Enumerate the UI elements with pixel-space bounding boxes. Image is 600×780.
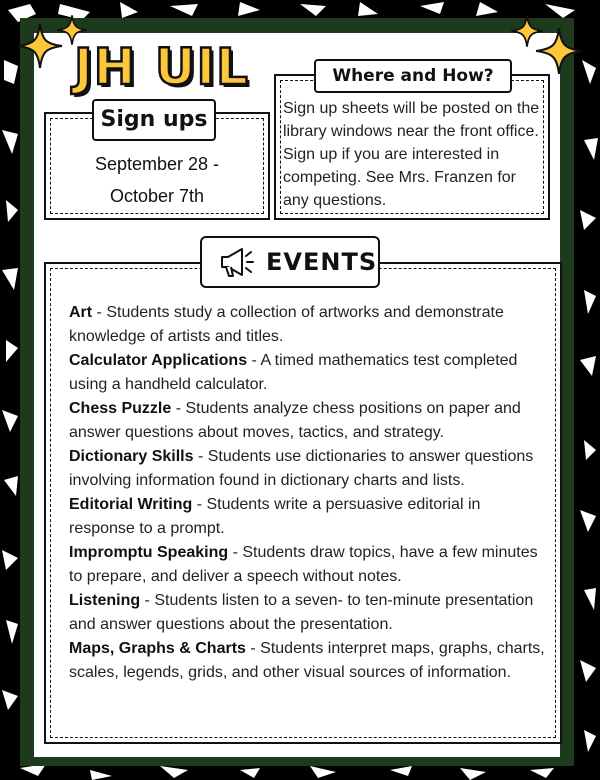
list-item: Impromptu Speaking - Students draw topics, have a few minutes to prepare, and deliver a speech without notes. <box>69 544 538 585</box>
where-heading: Where and How? <box>314 59 512 93</box>
list-item: Editorial Writing - Students write a persuasive editorial in response to a prompt. <box>69 496 481 537</box>
signups-dates <box>44 148 270 212</box>
list-item: Chess Puzzle - Students analyze chess positions on paper and answer questions about moves, tactics, and strategy. <box>69 400 521 441</box>
list-item: Calculator Applications - A timed mathematics test completed using a handheld calculator. <box>69 352 518 393</box>
page-title: JH UIL <box>74 38 249 96</box>
signups-date-start: September 28 - <box>94 154 220 174</box>
sparkle-star-icon <box>534 26 584 76</box>
events-heading-label: EVENTS <box>266 248 378 276</box>
list-item: Listening - Students listen to a seven- to ten-minute presentation and answer questions about the presentation. <box>69 592 534 633</box>
list-item: Art - Students study a collection of artworks and demonstrate knowledge of artists and titles. <box>69 304 504 345</box>
signups-heading: Sign ups <box>92 99 216 141</box>
events-heading <box>200 236 380 288</box>
signups-date-end: October 7th <box>109 186 205 206</box>
events-list <box>69 301 549 685</box>
list-item: Dictionary Skills - Students use dictionaries to answer questions involving information found in dictionary charts and lists. <box>69 448 534 489</box>
list-item: Maps, Graphs & Charts - Students interpret maps, graphs, charts, scales, legends, grids, and other visual sources of information. <box>69 640 545 681</box>
where-description: Sign up sheets will be posted on the library windows near the front office. Sign up if you are interested in competing. See Mrs. Franzen for any questions. <box>283 100 540 209</box>
megaphone-icon <box>218 246 256 278</box>
